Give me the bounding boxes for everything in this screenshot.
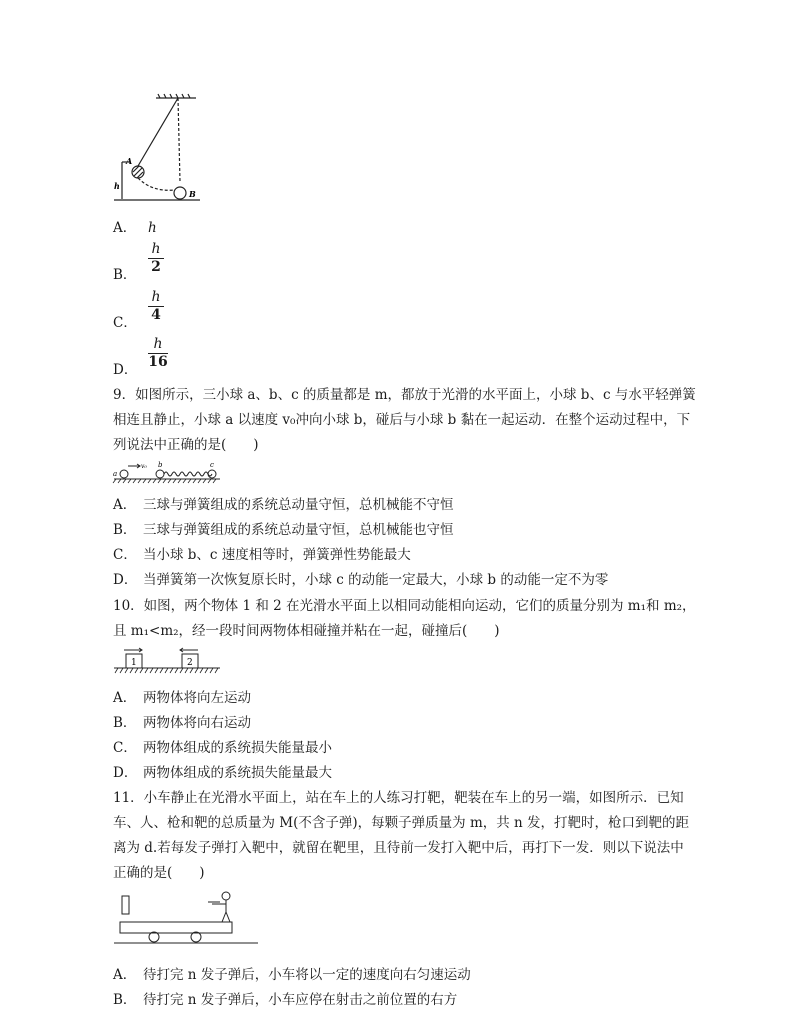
ball-b-label: b	[158, 461, 163, 469]
q10-stem-line-2: 且 m₁<m₂，经一段时间两物体相碰撞并粘在一起，碰撞后( )	[113, 623, 500, 639]
pendulum-figure	[112, 92, 202, 204]
q10-option-a[interactable]: A． 两物体将向左运动	[113, 690, 251, 706]
q9-option-a[interactable]: A． 三球与弹簧组成的系统总动量守恒，总机械能不守恒	[113, 497, 454, 513]
q11-option-a[interactable]: A． 待打完 n 发子弹后，小车将以一定的速度向右匀速运动	[113, 967, 471, 983]
q8-option-d[interactable]: D．	[113, 362, 138, 378]
q10-option-c[interactable]: C． 两物体组成的系统损失能量最小	[113, 740, 332, 756]
fraction-h-over-16: h 16	[148, 336, 168, 370]
ball-c-label: c	[210, 461, 214, 469]
cart-target-figure	[112, 888, 262, 950]
q11-option-b[interactable]: B． 待打完 n 发子弹后，小车应停在射击之前位置的右方	[113, 992, 458, 1008]
fraction-h-over-4: h 4	[148, 290, 164, 323]
two-blocks-figure	[112, 645, 222, 675]
q10-option-d[interactable]: D． 两物体组成的系统损失能量最大	[113, 765, 332, 781]
q9-option-c[interactable]: C． 当小球 b、c 速度相等时，弹簧弹性势能最大	[113, 547, 411, 563]
q11-stem-line-3: 离为 d.若每发子弹打入靶中，就留在靶里，且待前一发打入靶中后，再打下一发．则以下说法中	[113, 840, 684, 856]
q9-stem-line-2: 相连且静止，小球 a 以速度 v₀冲向小球 b，碰后与小球 b 黏在一起运动．在整个运动过程中，下	[113, 412, 691, 428]
q10-option-b[interactable]: B． 两物体将向右运动	[113, 715, 251, 731]
block-1-label: 1	[131, 658, 137, 668]
height-label: h	[114, 181, 120, 191]
q11-stem-line-2: 车、人、枪和靶的总质量为 M(不含子弹)，每颗子弹质量为 m，共 n 发，打靶时，枪口到靶的距	[113, 815, 690, 831]
block-2-label: 2	[187, 658, 193, 668]
q11-stem-line-4: 正确的是( )	[113, 865, 205, 881]
q8-option-a[interactable]: A． h	[113, 220, 157, 236]
ball-a-label: A	[126, 156, 133, 166]
q9-stem-line-1: 9．如图所示，三小球 a、b、c 的质量都是 m，都放于光滑的水平面上，小球 b、c 与水平轻弹簧	[113, 387, 696, 403]
q9-stem-line-3: 列说法中正确的是( )	[113, 437, 259, 453]
fraction-h-over-2: h 2	[148, 242, 164, 275]
q8-option-c[interactable]: C．	[113, 315, 137, 331]
q10-stem-line-1: 10．如图，两个物体 1 和 2 在光滑水平面上以相同动能相向运动，它们的质量分别为 m₁和 m₂，	[113, 598, 696, 614]
q11-stem-line-1: 11．小车静止在光滑水平面上，站在车上的人练习打靶，靶装在车上的另一端，如图所示．已知	[113, 790, 684, 806]
spring-balls-figure	[112, 459, 222, 485]
q8-option-b[interactable]: B．	[113, 267, 137, 283]
velocity-label: v₀	[141, 463, 147, 470]
q9-option-d[interactable]: D． 当弹簧第一次恢复原长时，小球 c 的动能一定最大，小球 b 的动能一定不为零	[113, 572, 609, 588]
ball-a-label: a	[113, 470, 118, 478]
q9-option-b[interactable]: B． 三球与弹簧组成的系统总动量守恒，总机械能也守恒	[113, 522, 454, 538]
ball-b-label: B	[189, 189, 196, 199]
